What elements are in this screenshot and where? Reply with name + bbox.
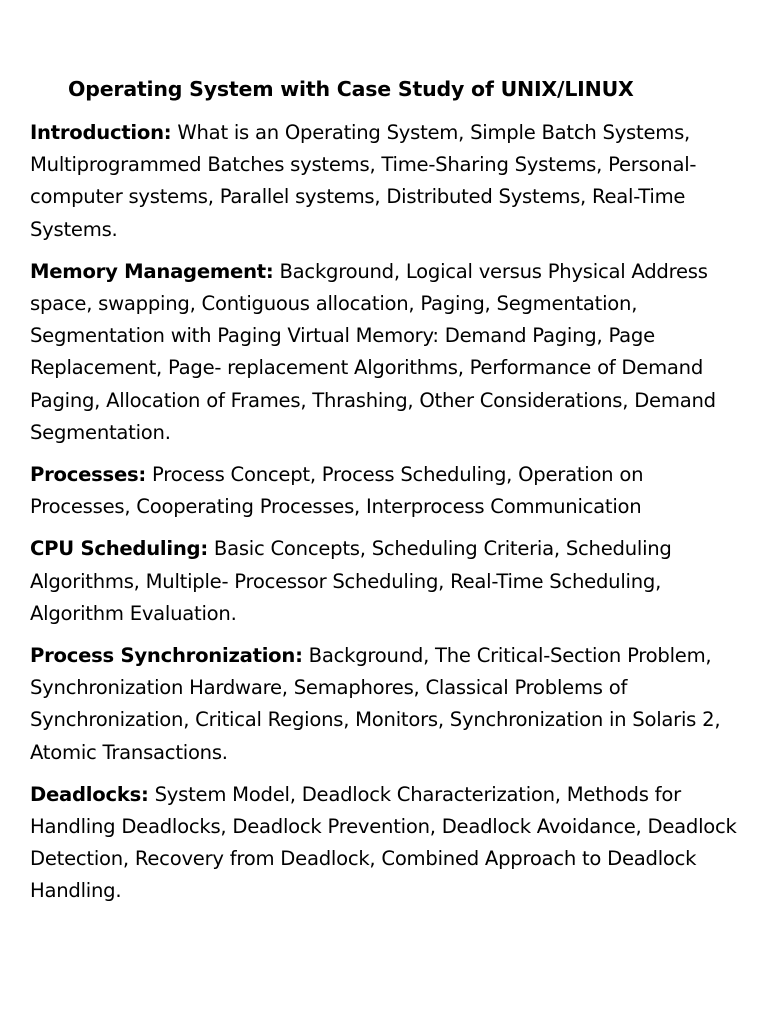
section-deadlocks bbox=[30, 779, 742, 908]
document-title: Operating System with Case Study of UNIX/LINUX bbox=[68, 77, 634, 101]
section-label: Process Synchronization: bbox=[30, 644, 303, 668]
section-memory-management bbox=[30, 256, 742, 449]
section-text: System Model, Deadlock Characterization, Methods for Handling Deadlocks, Deadlock Prevention, Deadlock Avoidance, Deadlock Detection, Recovery from Deadlock, Combined Approach to Deadlock Handling. bbox=[30, 782, 737, 903]
section-text: Background, The Critical-Section Problem, Synchronization Hardware, Semaphores, Classical Problems of Synchronization, Critical Regions, Monitors, Synchronization in Solaris 2, Atomic Transactions. bbox=[30, 644, 721, 764]
section-label: Processes: bbox=[30, 463, 147, 487]
section-label: Introduction: bbox=[30, 121, 172, 144]
section-text: Process Concept, Process Scheduling, Operation on Processes, Cooperating Processes, Interprocess Communication bbox=[30, 463, 644, 519]
syllabus-sections bbox=[30, 117, 742, 918]
section-text: Background, Logical versus Physical Address space, swapping, Contiguous allocation, Paging, Segmentation, Segmentation with Paging Virtual Memory: Demand Paging, Page Replacement, Page- replacement Algorithms, Performance of Demand Paging, Allocation of Frames, Thrashing, Other Considerations, Demand Segmentation. bbox=[30, 259, 716, 444]
section-process-synchronization bbox=[30, 640, 742, 769]
section-cpu-scheduling bbox=[30, 533, 742, 630]
section-text: Basic Concepts, Scheduling Criteria, Scheduling Algorithms, Multiple- Processor Scheduling, Real-Time Scheduling, Algorithm Evaluation. bbox=[30, 537, 672, 625]
section-processes bbox=[30, 459, 742, 523]
section-label: Memory Management: bbox=[30, 259, 274, 283]
section-label: Deadlocks: bbox=[30, 782, 149, 806]
section-label: CPU Scheduling: bbox=[30, 537, 208, 561]
section-introduction bbox=[30, 117, 742, 246]
section-text: What is an Operating System, Simple Batch Systems, Multiprogrammed Batches systems, Time-Sharing Systems, Personal- computer systems, Parallel systems, Distributed Systems, Real-Time Systems. bbox=[30, 121, 697, 241]
